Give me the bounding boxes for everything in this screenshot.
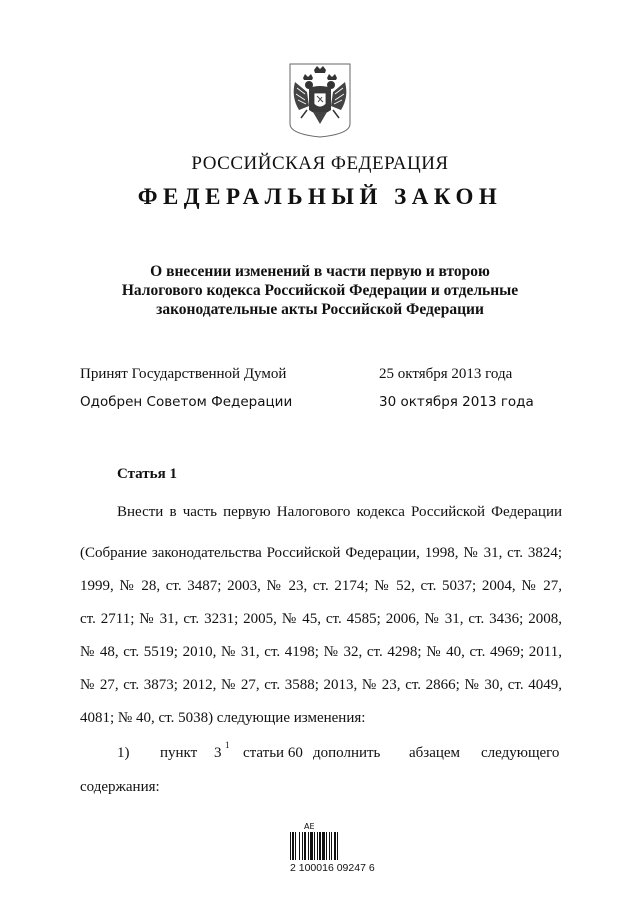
- council-date: 30 октября 2013 года: [379, 394, 534, 410]
- coat-of-arms-emblem: [287, 62, 353, 138]
- item-word: статьи 60: [243, 745, 303, 761]
- item-point-number: 3: [214, 745, 222, 761]
- article-text-line: 1999, № 28, ст. 3487; 2003, № 23, ст. 2174; № 52, ст. 5037; 2004, № 27,: [80, 578, 562, 594]
- duma-date: 25 октября 2013 года: [379, 366, 513, 382]
- barcode: [290, 822, 375, 878]
- subject-line: законодательные акты Российской Федерации: [156, 301, 484, 318]
- duma-label: Принят Государственной Думой: [80, 366, 287, 382]
- subject-line: Налогового кодекса Российской Федерации и отдельные: [121, 282, 519, 299]
- barcode-bars: [290, 832, 366, 860]
- article-text-line: № 48, ст. 5519; 2010, № 31, ст. 4198; № 32, ст. 4298; № 40, ст. 4969; 2011,: [80, 644, 562, 660]
- barcode-mark: АЕ: [304, 822, 315, 831]
- item-word: пункт: [160, 745, 198, 761]
- item-word: абзацем: [409, 745, 461, 761]
- item-word: следующего: [481, 745, 560, 761]
- barcode-number: 2 100016 09247 6: [290, 862, 375, 874]
- article-text-line: № 27, ст. 3873; 2012, № 27, ст. 3588; 2013, № 23, ст. 2866; № 30, ст. 4049,: [80, 677, 562, 693]
- article-heading: Статья 1: [117, 466, 177, 482]
- article-text-line: (Собрание законодательства Российской Федерации, 1998, № 31, ст. 3824;: [80, 545, 562, 561]
- subject-line: О внесении изменений в части первую и второю: [150, 263, 490, 280]
- item-point-superscript: 1: [225, 740, 230, 750]
- article-text-line: Внести в часть первую Налогового кодекса Российской Федерации: [117, 504, 562, 520]
- country-name: РОССИЙСКАЯ ФЕДЕРАЦИЯ: [191, 153, 449, 174]
- article-text-line: 4081; № 40, ст. 5038) следующие изменения:: [80, 710, 366, 726]
- law-title: ФЕДЕРАЛЬНЫЙ ЗАКОН: [137, 184, 503, 209]
- item-continuation: содержания:: [80, 779, 160, 795]
- law-subject: [0, 262, 640, 319]
- council-label: Одобрен Советом Федерации: [80, 394, 293, 410]
- item-number: 1): [117, 745, 130, 761]
- item-word: дополнить: [313, 745, 381, 761]
- article-text-line: ст. 2711; № 31, ст. 3231; 2005, № 45, ст. 4585; 2006, № 31, ст. 3436; 2008,: [80, 611, 562, 627]
